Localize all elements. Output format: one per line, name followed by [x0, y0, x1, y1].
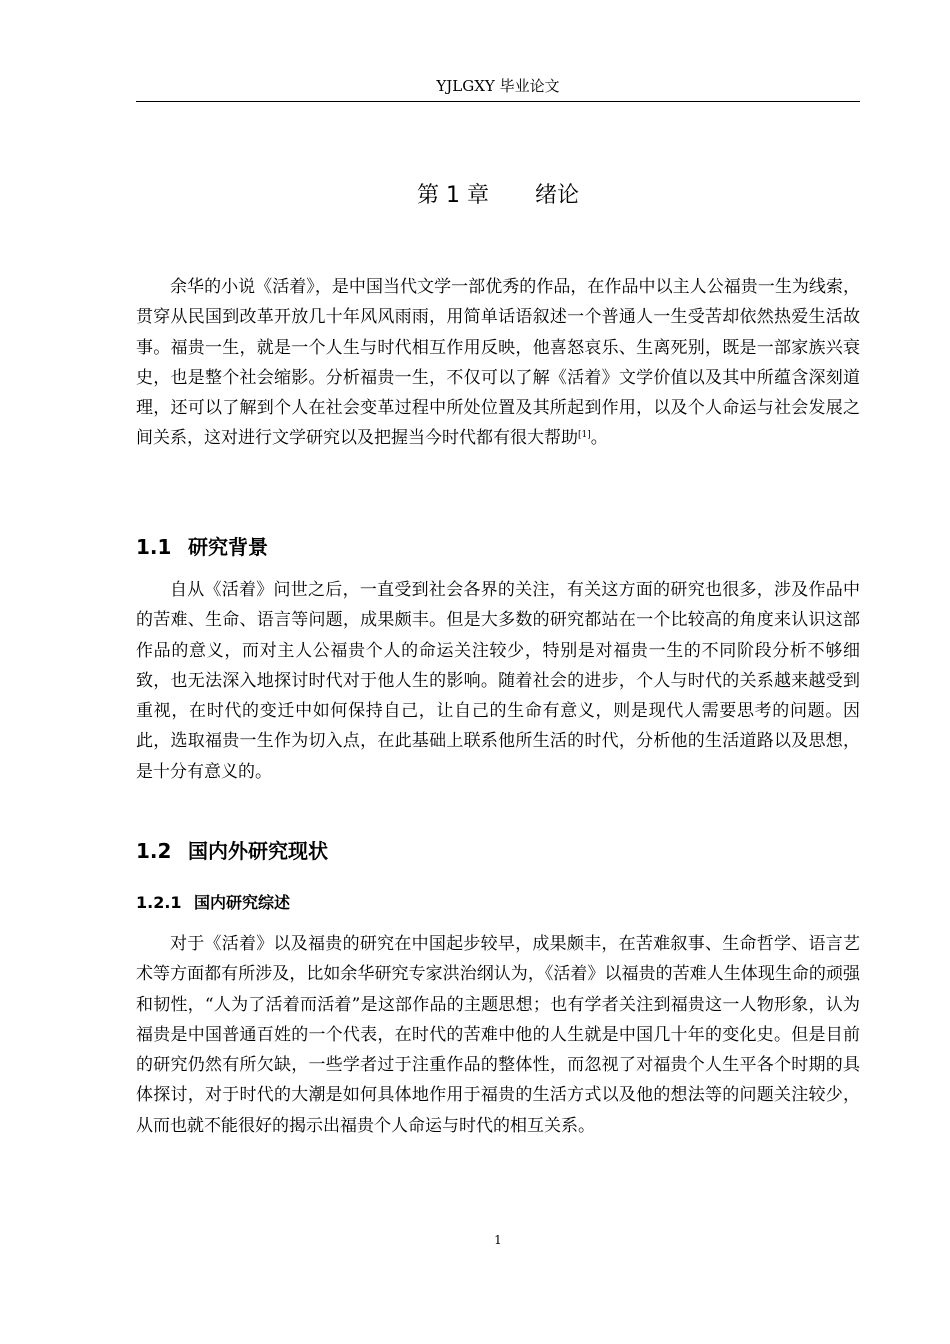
- section-number: 1.1: [136, 535, 172, 559]
- chapter-number: 第 1 章: [417, 183, 489, 208]
- section-title: 国内外研究现状: [188, 839, 328, 863]
- intro-text: 余华的小说《活着》，是中国当代文学一部优秀的作品，在作品中以主人公福贵一生为线索，贯穿从民国到改革开放几十年风风雨雨，用简单话语叙述一个普通人一生受苦却依然热爱生活故事。福贵一生，就是一个人生与时代相互作用反映，他喜怒哀乐、生离死别，既是一部家族兴衰史，也是整个社会缩影。分析福贵一生，不仅可以了解《活着》文学价值以及其中所蕴含深刻道理，还可以了解到个人在社会变革过程中所处位置及其所起到作用，以及个人命运与社会发展之间关系，这对进行文学研究以及把握当今时代都有很大帮助: [136, 277, 860, 449]
- section-number: 1.2.1: [136, 893, 182, 912]
- section-1-1-paragraph: 自从《活着》问世之后，一直受到社会各界的关注，有关这方面的研究也很多，涉及作品中的苦难、生命、语言等问题，成果颇丰。但是大多数的研究都站在一个比较高的角度来认识这部作品的意义，而对主人公福贵个人的命运关注较少，特别是对福贵一生的不同阶段分析不够细致，也无法深入地探讨时代对于他人生的影响。随着社会的进步，个人与时代的关系越来越受到重视，在时代的变迁中如何保持自己，让自己的生命有意义，则是现代人需要思考的问题。因此，选取福贵一生作为切入点，在此基础上联系他所生活的时代，分析他的生活道路以及思想，是十分有意义的。: [136, 580, 860, 782]
- intro-paragraph: [136, 272, 860, 454]
- section-number: 1.2: [136, 839, 172, 863]
- section-heading-1-2-1: [136, 891, 290, 915]
- page-number: 1: [494, 1233, 502, 1247]
- intro-end: 。: [590, 428, 608, 449]
- section-heading-1-2: [136, 837, 328, 865]
- header-rule: [136, 101, 860, 102]
- citation-ref: [1]: [578, 430, 591, 441]
- section-title: 国内研究综述: [194, 893, 291, 912]
- section-1-2-1-paragraph: 对于《活着》以及福贵的研究在中国起步较早，成果颇丰，在苦难叙事、生命哲学、语言艺术等方面都有所涉及，比如余华研究专家洪治纲认为，《活着》以福贵的苦难人生体现生命的顽强和韧性，“人为了活着而活着”是这部作品的主题思想；也有学者关注到福贵这一人物形象，认为福贵是中国普通百姓的一个代表，在时代的苦难中他的人生就是中国几十年的变化史。但是目前的研究仍然有所欠缺，一些学者过于注重作品的整体性，而忽视了对福贵个人生平各个时期的具体探讨，对于时代的大潮是如何具体地作用于福贵的生活方式以及他的想法等的问题关注较少，从而也就不能很好的揭示出福贵个人命运与时代的相互关系。: [136, 934, 860, 1136]
- section-heading-1-1: [136, 533, 268, 561]
- section-title: 研究背景: [188, 535, 268, 559]
- chapter-title: [136, 180, 860, 212]
- chapter-name: 绪论: [534, 183, 579, 208]
- page-header: YJLGXY 毕业论文: [436, 77, 560, 95]
